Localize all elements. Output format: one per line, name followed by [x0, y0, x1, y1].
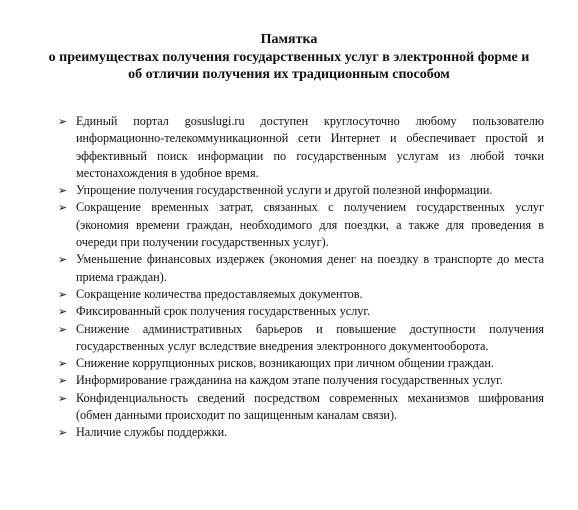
arrow-bullet-icon: ➢	[58, 201, 68, 215]
list-item	[58, 321, 544, 356]
list-item	[58, 424, 544, 441]
arrow-bullet-icon: ➢	[58, 357, 68, 371]
arrow-bullet-icon: ➢	[58, 305, 68, 319]
list-item	[58, 113, 544, 182]
list-item-text: Конфиденциальность сведений посредством современных механизмов шифрования (обмен данными происходит по защищенным каналам связи).	[76, 390, 544, 423]
arrow-bullet-icon: ➢	[58, 184, 68, 198]
list-item	[58, 390, 544, 425]
list-item	[58, 286, 544, 303]
list-item-text: Сокращение временных затрат, связанных с получением государственных услуг (экономия времени граждан, необходимого для поездки, а также для проведения в очереди при получении государственных услуг).	[76, 200, 544, 250]
list-item	[58, 182, 544, 199]
list-item	[58, 251, 544, 286]
document-subtitle: о преимуществах получения государственных услуг в электронной форме и об отличии получения их традиционным способом	[48, 50, 530, 82]
arrow-bullet-icon: ➢	[58, 253, 68, 267]
list-item-text: Единый портал gosuslugi.ru доступен круглосуточно любому пользователю информационно-телекоммуникационной сети Интернет и обеспечивает простой и эффективный поиск информации по государственным услугам из любой точки местонахождения в удобное время.	[76, 114, 544, 180]
list-item	[58, 303, 544, 320]
benefits-list	[58, 113, 544, 442]
arrow-bullet-icon: ➢	[58, 115, 68, 128]
list-item	[58, 199, 544, 251]
list-item-text: Уменьшение финансовых издержек (экономия денег на поездку в транспорте до места приема граждан).	[76, 252, 544, 284]
list-item-text: Сокращение количества предоставляемых документов.	[76, 286, 363, 301]
list-item-text: Упрощение получения государственной услуги и другой полезной информации.	[76, 183, 493, 198]
arrow-bullet-icon: ➢	[58, 374, 68, 388]
arrow-bullet-icon: ➢	[58, 322, 68, 336]
list-item-text: Наличие службы поддержки.	[76, 425, 228, 440]
list-item	[58, 372, 544, 389]
list-item-text: Снижение коррупционных рисков, возникающих при личном общении граждан.	[76, 356, 494, 371]
arrow-bullet-icon: ➢	[58, 426, 68, 440]
document-title: Памятка	[260, 32, 318, 47]
list-item-text: Информирование гражданина на каждом этапе получения государственных услуг.	[76, 373, 503, 388]
arrow-bullet-icon: ➢	[58, 287, 68, 301]
arrow-bullet-icon: ➢	[58, 391, 68, 405]
list-item-text: Снижение административных барьеров и повышение доступности получения государственных услуг вследствие внедрения электронного документооборота.	[76, 321, 544, 353]
list-item	[58, 355, 544, 372]
list-item-text: Фиксированный срок получения государственных услуг.	[76, 304, 371, 319]
